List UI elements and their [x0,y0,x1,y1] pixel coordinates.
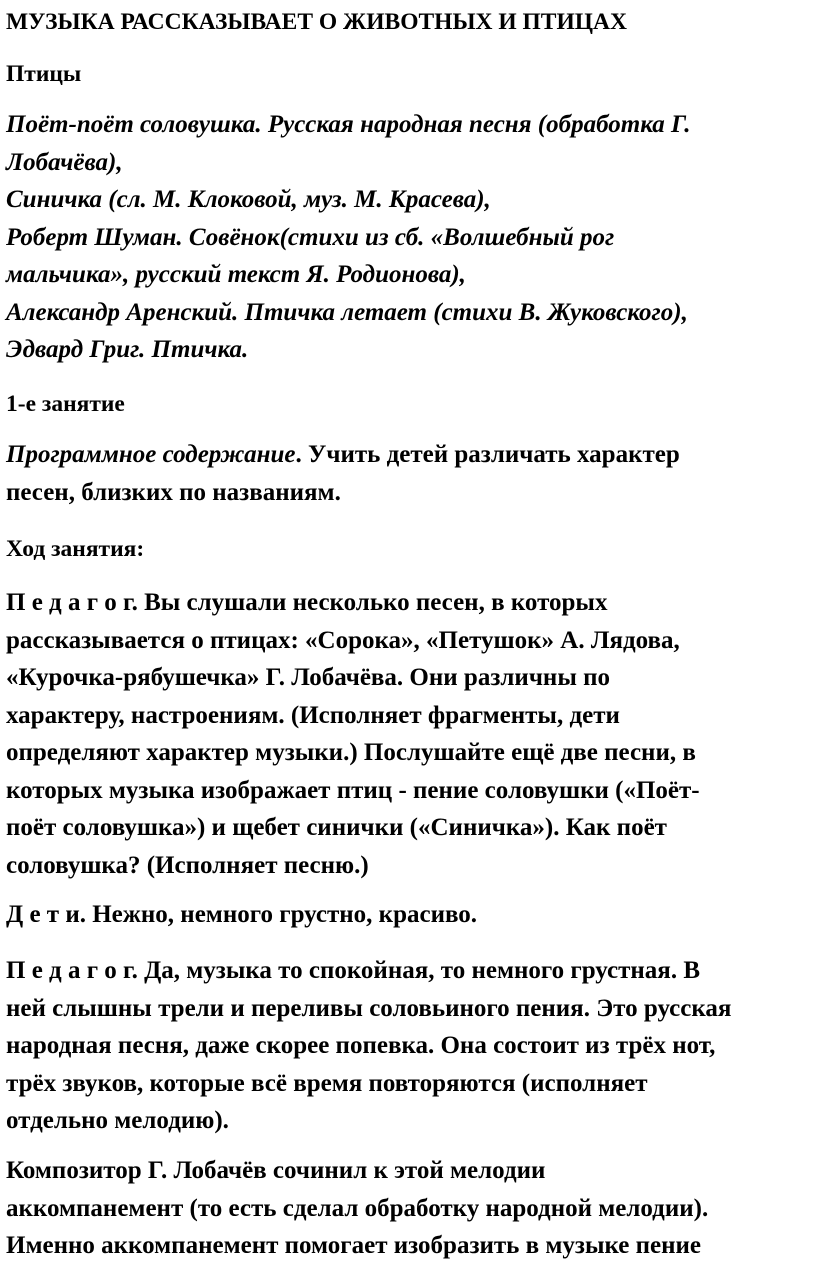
paragraph-line: ней слышны трели и переливы соловьиного пения. Это русская [6,994,732,1022]
children-paragraph [6,896,814,934]
paragraph-text: Да, музыка то спокойная, то немного грустная. В [137,957,701,984]
document-title: МУЗЫКА РАССКАЗЫВАЕТ О ЖИВОТНЫХ И ПТИЦАХ [6,9,627,35]
paragraph-line: Именно аккомпанемент помогает изобразить в музыке пение [6,1232,702,1259]
paragraph-line: рассказывается о птицах: «Сорока», «Петушок» А. Лядова, [6,626,680,654]
section-heading: Птицы [6,61,82,87]
children-label: Д е т и. [6,901,86,928]
program-line: песен, близких по названиям. [6,478,341,506]
teacher-paragraph-1 [6,584,814,884]
repertoire-line: Синичка (сл. М. Клоковой, муз. М. Красева), [6,186,491,213]
paragraph-line [6,952,814,990]
course-heading: Ход занятия: [6,536,145,562]
program-line [6,436,814,474]
paragraph-line: характеру, настроениям. (Исполняет фрагменты, дети [6,701,620,729]
repertoire-line: Лобачёва), [6,148,123,176]
paragraph-line: которых музыка изображает птиц - пение соловушки («Поёт- [6,776,700,804]
teacher-label: П е д а г о г. [6,957,138,984]
composer-paragraph [6,1152,814,1265]
paragraph-line: «Курочка-рябушечка» Г. Лобачёва. Они различны по [6,664,610,691]
paragraph-line: аккомпанемент (то есть сделал обработку народной мелодии). [6,1194,709,1222]
paragraph-line: трёх звуков, которые всё время повторяются (исполняет [6,1069,648,1097]
repertoire-line: Поёт-поёт соловушка. Русская народная песня (обработка Г. [6,111,691,138]
repertoire-line: Роберт Шуман. Совёнок(стихи из сб. «Волшебный рог [6,223,615,251]
repertoire-line: мальчика», русский текст Я. Родионова), [6,261,466,288]
paragraph-line [6,584,814,622]
teacher-paragraph-2 [6,952,814,1140]
paragraph-text: Нежно, немного грустно, красиво. [85,901,478,928]
paragraph-line: соловушка? (Исполняет песню.) [6,851,369,879]
program-label: Программное содержание [6,441,296,468]
paragraph-line: поёт соловушка») и щебет синички («Синичка»). Как поёт [6,814,667,841]
teacher-label: П е д а г о г. [6,589,138,616]
paragraph-line: определяют характер музыки.) Послушайте ещё две песни, в [6,739,696,766]
paragraph-line: отдельно мелодию). [6,1107,229,1134]
repertoire-line: Эдвард Григ. Птичка. [6,336,249,363]
lesson-heading: 1-е занятие [6,391,125,417]
paragraph-line [6,896,814,934]
paragraph-line: Композитор Г. Лобачёв сочинил к этой мелодии [6,1157,546,1184]
repertoire-line: Александр Аренский. Птичка летает (стихи В. Жуковского), [6,298,688,326]
program-paragraph [6,436,814,511]
paragraph-line: народная песня, даже скорее попевка. Она состоит из трёх нот, [6,1032,716,1059]
program-text: . Учить детей различать характер [295,441,680,468]
repertoire-list [6,106,814,369]
paragraph-text: Вы слушали несколько песен, в которых [137,589,608,616]
